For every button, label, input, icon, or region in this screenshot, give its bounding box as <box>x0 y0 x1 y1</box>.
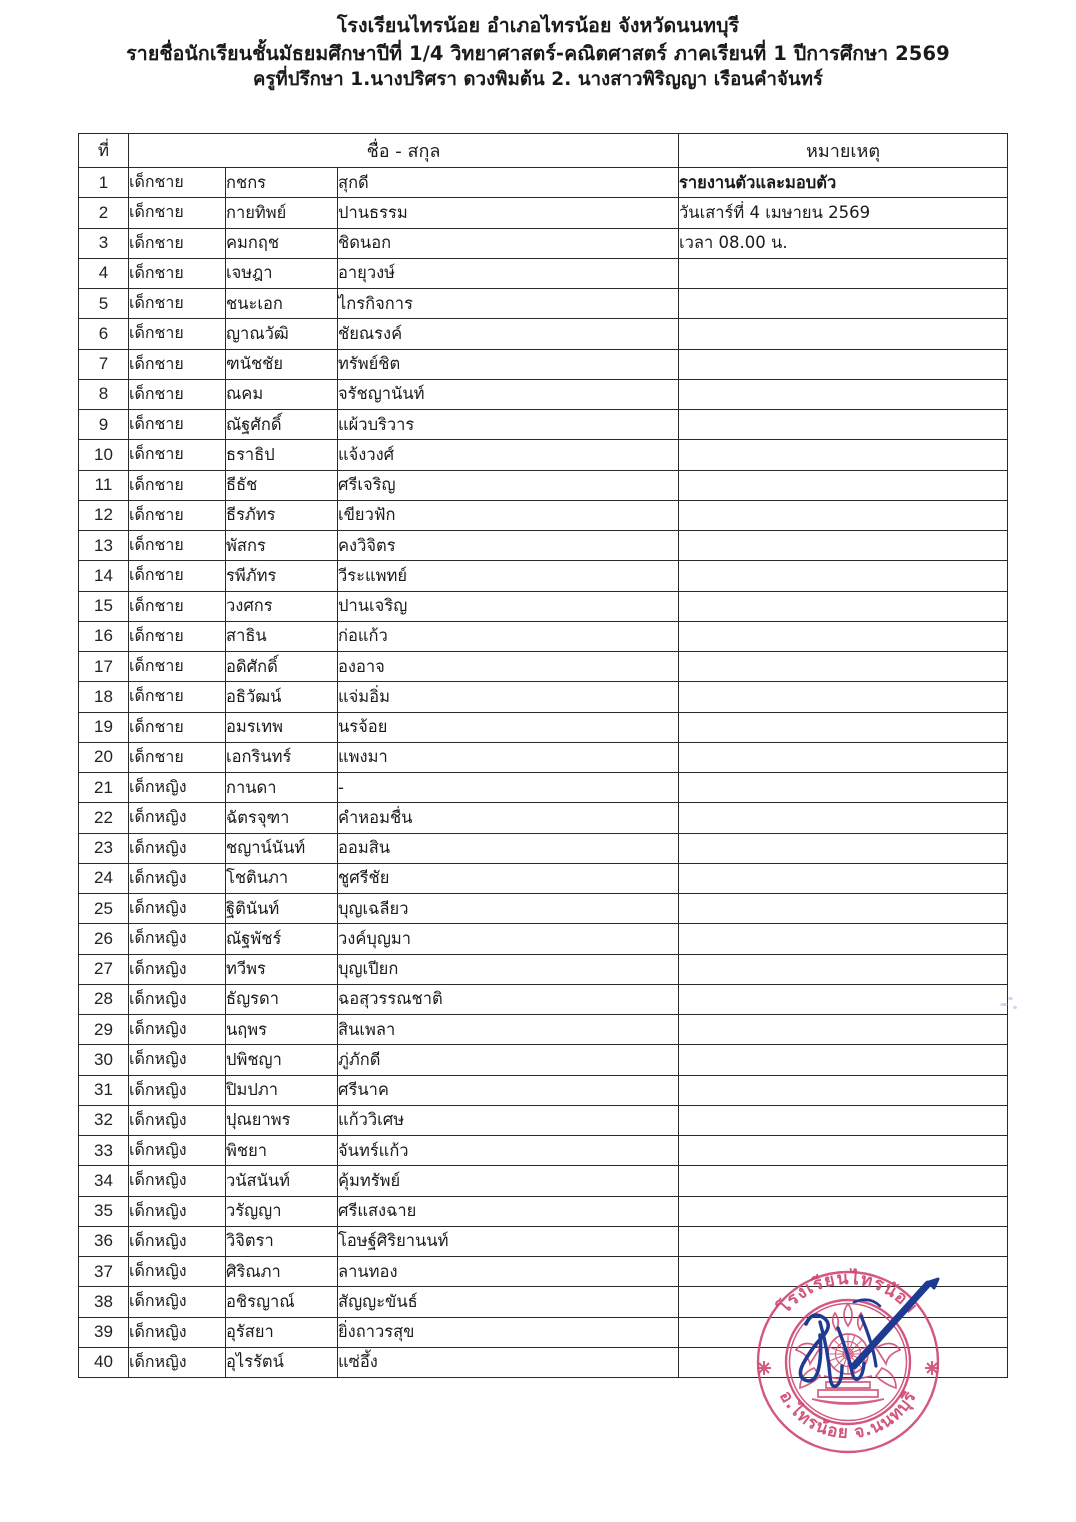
remark-cell <box>679 1317 1008 1347</box>
remark-cell <box>679 1015 1008 1045</box>
student-surname-cell: คงวิจิตร <box>338 531 679 561</box>
student-given-name-cell: อดิศักดิ์ <box>226 652 338 682</box>
table-row <box>79 1136 1008 1166</box>
table-row <box>79 924 1008 954</box>
student-title-cell: เด็กหญิง <box>129 1015 226 1045</box>
row-number-cell: 16 <box>79 621 129 651</box>
student-given-name-cell: ณคม <box>226 379 338 409</box>
student-title-cell: เด็กหญิง <box>129 833 226 863</box>
student-surname-cell: ศรีนาค <box>338 1075 679 1105</box>
table-row <box>79 652 1008 682</box>
row-number-cell: 2 <box>79 198 129 228</box>
student-surname-cell: ออมสิน <box>338 833 679 863</box>
remark-cell <box>679 954 1008 984</box>
row-number-cell: 22 <box>79 803 129 833</box>
remark-cell <box>679 591 1008 621</box>
student-title-cell: เด็กหญิง <box>129 1166 226 1196</box>
row-number-cell: 4 <box>79 258 129 288</box>
table-row <box>79 894 1008 924</box>
remark-cell: รายงานตัวและมอบตัว <box>679 168 1008 198</box>
student-given-name-cell: ทวีพร <box>226 954 338 984</box>
remark-cell <box>679 833 1008 863</box>
student-surname-cell: - <box>338 773 679 803</box>
remark-cell <box>679 349 1008 379</box>
student-title-cell: เด็กชาย <box>129 228 226 258</box>
student-given-name-cell: พิชยา <box>226 1136 338 1166</box>
student-title-cell: เด็กหญิง <box>129 984 226 1014</box>
column-header-number: ที่ <box>79 134 129 168</box>
table-row <box>79 349 1008 379</box>
remark-cell <box>679 682 1008 712</box>
student-surname-cell: ฉอสุวรรณชาติ <box>338 984 679 1014</box>
scan-artifact-speck <box>1008 997 1013 1000</box>
student-title-cell: เด็กชาย <box>129 591 226 621</box>
student-title-cell: เด็กหญิง <box>129 863 226 893</box>
student-title-cell: เด็กชาย <box>129 440 226 470</box>
row-number-cell: 34 <box>79 1166 129 1196</box>
student-given-name-cell: วงศกร <box>226 591 338 621</box>
student-given-name-cell: ปุณยาพร <box>226 1105 338 1135</box>
student-title-cell: เด็กหญิง <box>129 1075 226 1105</box>
table-row <box>79 742 1008 772</box>
student-title-cell: เด็กชาย <box>129 470 226 500</box>
row-number-cell: 40 <box>79 1347 129 1377</box>
column-header-remark: หมายเหตุ <box>679 134 1008 168</box>
remark-cell <box>679 319 1008 349</box>
table-row <box>79 500 1008 530</box>
row-number-cell: 24 <box>79 863 129 893</box>
student-given-name-cell: ฐิตินันท์ <box>226 894 338 924</box>
remark-cell <box>679 1287 1008 1317</box>
seal-bottom-arc-text: อ.ไทรน้อย จ.นนทบุรี <box>775 1387 921 1444</box>
student-title-cell: เด็กชาย <box>129 500 226 530</box>
roster-table-container <box>78 133 1007 1378</box>
remark-cell <box>679 773 1008 803</box>
remark-cell <box>679 410 1008 440</box>
table-row <box>79 803 1008 833</box>
student-title-cell: เด็กหญิง <box>129 1196 226 1226</box>
table-row <box>79 1257 1008 1287</box>
remark-cell <box>679 712 1008 742</box>
table-row <box>79 682 1008 712</box>
student-title-cell: เด็กหญิง <box>129 894 226 924</box>
row-number-cell: 12 <box>79 500 129 530</box>
row-number-cell: 21 <box>79 773 129 803</box>
table-row <box>79 773 1008 803</box>
student-title-cell: เด็กหญิง <box>129 1257 226 1287</box>
row-number-cell: 1 <box>79 168 129 198</box>
table-row <box>79 954 1008 984</box>
seal-top-arc-text: โรงเรียนไทรน้อย <box>774 1268 922 1318</box>
row-number-cell: 29 <box>79 1015 129 1045</box>
student-title-cell: เด็กหญิง <box>129 1105 226 1135</box>
student-given-name-cell: ธัญรดา <box>226 984 338 1014</box>
row-number-cell: 23 <box>79 833 129 863</box>
student-title-cell: เด็กชาย <box>129 379 226 409</box>
column-header-name: ชื่อ - สกุล <box>129 134 679 168</box>
student-surname-cell: สุกดี <box>338 168 679 198</box>
table-row <box>79 1347 1008 1377</box>
student-title-cell: เด็กหญิง <box>129 1045 226 1075</box>
student-surname-cell: ภู่ภักดี <box>338 1045 679 1075</box>
student-given-name-cell: อชิรญาณ์ <box>226 1287 338 1317</box>
table-row <box>79 984 1008 1014</box>
student-given-name-cell: รพีภัทร <box>226 561 338 591</box>
student-surname-cell: แผ้วบริวาร <box>338 410 679 440</box>
student-surname-cell: โอษฐ์ศิริยานนท์ <box>338 1226 679 1256</box>
student-given-name-cell: ญาณวัฒิ <box>226 319 338 349</box>
student-title-cell: เด็กหญิง <box>129 954 226 984</box>
table-row <box>79 379 1008 409</box>
table-row <box>79 591 1008 621</box>
student-title-cell: เด็กชาย <box>129 682 226 712</box>
table-row <box>79 410 1008 440</box>
student-title-cell: เด็กชาย <box>129 349 226 379</box>
student-title-cell: เด็กชาย <box>129 258 226 288</box>
remark-cell <box>679 1257 1008 1287</box>
row-number-cell: 8 <box>79 379 129 409</box>
student-surname-cell: แซ่อึ้ง <box>338 1347 679 1377</box>
student-given-name-cell: โชตินภา <box>226 863 338 893</box>
advisor-teachers-line: ครูที่ปรึกษา 1.นางปริศรา ดวงพิมต้น 2. นางสาวพิริญญา เรือนคำจันทร์ <box>252 69 824 91</box>
row-number-cell: 38 <box>79 1287 129 1317</box>
student-surname-cell: นรจ้อย <box>338 712 679 742</box>
student-title-cell: เด็กชาย <box>129 319 226 349</box>
row-number-cell: 32 <box>79 1105 129 1135</box>
student-title-cell: เด็กหญิง <box>129 1317 226 1347</box>
student-given-name-cell: กายทิพย์ <box>226 198 338 228</box>
table-row <box>79 1317 1008 1347</box>
row-number-cell: 15 <box>79 591 129 621</box>
student-title-cell: เด็กชาย <box>129 742 226 772</box>
student-surname-cell: วีระแพทย์ <box>338 561 679 591</box>
remark-cell <box>679 1075 1008 1105</box>
student-surname-cell: คุ้มทรัพย์ <box>338 1166 679 1196</box>
row-number-cell: 5 <box>79 289 129 319</box>
table-row <box>79 1015 1008 1045</box>
remark-cell <box>679 924 1008 954</box>
student-surname-cell: แพงมา <box>338 742 679 772</box>
student-given-name-cell: สาธิน <box>226 621 338 651</box>
row-number-cell: 6 <box>79 319 129 349</box>
student-title-cell: เด็กหญิง <box>129 1226 226 1256</box>
student-title-cell: เด็กชาย <box>129 410 226 440</box>
student-given-name-cell: ชนะเอก <box>226 289 338 319</box>
row-number-cell: 28 <box>79 984 129 1014</box>
student-title-cell: เด็กชาย <box>129 289 226 319</box>
student-surname-cell: สินเพลา <box>338 1015 679 1045</box>
svg-text:อ.ไทรน้อย จ.นนทบุรี <box>775 1387 921 1443</box>
student-given-name-cell: ฉัตรจุฑา <box>226 803 338 833</box>
student-surname-cell: ลานทอง <box>338 1257 679 1287</box>
row-number-cell: 9 <box>79 410 129 440</box>
remark-cell <box>679 289 1008 319</box>
table-row <box>79 228 1008 258</box>
student-surname-cell: ก่อแก้ว <box>338 621 679 651</box>
class-roster-title: รายชื่อนักเรียนชั้นมัธยมศึกษาปีที่ 1/4 วิทยาศาสตร์-คณิตศาสตร์ ภาคเรียนที่ 1 ปีการศึกษา 2569 <box>126 41 950 65</box>
row-number-cell: 11 <box>79 470 129 500</box>
student-title-cell: เด็กหญิง <box>129 773 226 803</box>
student-surname-cell: แจ้งวงศ์ <box>338 440 679 470</box>
student-surname-cell: จรัชญานันท์ <box>338 379 679 409</box>
row-number-cell: 30 <box>79 1045 129 1075</box>
remark-cell: เวลา 08.00 น. <box>679 228 1008 258</box>
student-surname-cell: ศรีเจริญ <box>338 470 679 500</box>
student-given-name-cell: ฑนัชชัย <box>226 349 338 379</box>
student-given-name-cell: ศิริณภา <box>226 1257 338 1287</box>
student-surname-cell: บุญเฉลียว <box>338 894 679 924</box>
student-surname-cell: ชิดนอก <box>338 228 679 258</box>
table-row <box>79 1226 1008 1256</box>
student-given-name-cell: อุรัสยา <box>226 1317 338 1347</box>
table-row <box>79 319 1008 349</box>
table-row <box>79 198 1008 228</box>
student-surname-cell: ไกรกิจการ <box>338 289 679 319</box>
student-title-cell: เด็กหญิง <box>129 803 226 833</box>
row-number-cell: 33 <box>79 1136 129 1166</box>
student-surname-cell: ศรีแสงฉาย <box>338 1196 679 1226</box>
remark-cell <box>679 1347 1008 1377</box>
student-surname-cell: คำหอมชื่น <box>338 803 679 833</box>
row-number-cell: 31 <box>79 1075 129 1105</box>
table-row <box>79 1287 1008 1317</box>
table-row <box>79 561 1008 591</box>
remark-cell <box>679 379 1008 409</box>
remark-cell <box>679 258 1008 288</box>
table-row <box>79 1045 1008 1075</box>
remark-cell <box>679 621 1008 651</box>
table-row <box>79 258 1008 288</box>
remark-cell <box>679 1105 1008 1135</box>
remark-cell <box>679 470 1008 500</box>
school-name-line: โรงเรียนไทรน้อย อำเภอไทรน้อย จังหวัดนนทบุรี <box>336 14 740 37</box>
table-row <box>79 289 1008 319</box>
student-surname-cell: ยิ่งถาวรสุข <box>338 1317 679 1347</box>
table-row <box>79 531 1008 561</box>
table-row <box>79 168 1008 198</box>
table-row <box>79 1166 1008 1196</box>
remark-cell: วันเสาร์ที่ 4 เมษายน 2569 <box>679 198 1008 228</box>
scan-artifact-speck <box>1000 1003 1008 1006</box>
student-given-name-cell: ณัฐศักดิ์ <box>226 410 338 440</box>
student-surname-cell: ชัยณรงค์ <box>338 319 679 349</box>
table-row <box>79 1105 1008 1135</box>
student-given-name-cell: ณัฐพัชร์ <box>226 924 338 954</box>
remark-cell <box>679 1196 1008 1226</box>
student-given-name-cell: ปิมปภา <box>226 1075 338 1105</box>
row-number-cell: 13 <box>79 531 129 561</box>
row-number-cell: 39 <box>79 1317 129 1347</box>
student-surname-cell: สัญญะขันธ์ <box>338 1287 679 1317</box>
remark-cell <box>679 561 1008 591</box>
student-surname-cell: แจ่มอิ่ม <box>338 682 679 712</box>
remark-cell <box>679 440 1008 470</box>
student-given-name-cell: เจษฎา <box>226 258 338 288</box>
table-body <box>79 168 1008 1378</box>
row-number-cell: 26 <box>79 924 129 954</box>
remark-cell <box>679 1045 1008 1075</box>
student-given-name-cell: ปพิชญา <box>226 1045 338 1075</box>
student-surname-cell: บุญเปียก <box>338 954 679 984</box>
student-surname-cell: ปานเจริญ <box>338 591 679 621</box>
remark-cell <box>679 742 1008 772</box>
student-surname-cell: วงค์บุญมา <box>338 924 679 954</box>
student-given-name-cell: เอกรินทร์ <box>226 742 338 772</box>
student-roster-table <box>78 133 1008 1378</box>
student-title-cell: เด็กชาย <box>129 168 226 198</box>
row-number-cell: 27 <box>79 954 129 984</box>
remark-cell <box>679 1166 1008 1196</box>
student-given-name-cell: อธิวัฒน์ <box>226 682 338 712</box>
remark-cell <box>679 500 1008 530</box>
row-number-cell: 10 <box>79 440 129 470</box>
student-surname-cell: เขียวฟัก <box>338 500 679 530</box>
row-number-cell: 14 <box>79 561 129 591</box>
remark-cell <box>679 531 1008 561</box>
row-number-cell: 20 <box>79 742 129 772</box>
student-given-name-cell: วรัญญา <box>226 1196 338 1226</box>
student-given-name-cell: พัสกร <box>226 531 338 561</box>
row-number-cell: 35 <box>79 1196 129 1226</box>
remark-cell <box>679 1136 1008 1166</box>
remark-cell <box>679 984 1008 1014</box>
student-given-name-cell: ธีธัช <box>226 470 338 500</box>
row-number-cell: 7 <box>79 349 129 379</box>
table-row <box>79 621 1008 651</box>
student-surname-cell: อายุวงษ์ <box>338 258 679 288</box>
student-title-cell: เด็กชาย <box>129 198 226 228</box>
student-given-name-cell: อุไรรัตน์ <box>226 1347 338 1377</box>
table-row <box>79 712 1008 742</box>
table-row <box>79 1075 1008 1105</box>
row-number-cell: 25 <box>79 894 129 924</box>
student-given-name-cell: กชกร <box>226 168 338 198</box>
student-given-name-cell: วนัสนันท์ <box>226 1166 338 1196</box>
row-number-cell: 17 <box>79 652 129 682</box>
student-given-name-cell: อมรเทพ <box>226 712 338 742</box>
student-title-cell: เด็กหญิง <box>129 1136 226 1166</box>
scan-artifact-speck <box>1013 1006 1017 1009</box>
student-given-name-cell: ชญาน์นันท์ <box>226 833 338 863</box>
table-row <box>79 440 1008 470</box>
table-row <box>79 470 1008 500</box>
student-surname-cell: ชูศรีชัย <box>338 863 679 893</box>
student-surname-cell: ปานธรรม <box>338 198 679 228</box>
student-given-name-cell: วิจิตรา <box>226 1226 338 1256</box>
student-surname-cell: แก้ววิเศษ <box>338 1105 679 1135</box>
row-number-cell: 3 <box>79 228 129 258</box>
student-surname-cell: องอาจ <box>338 652 679 682</box>
table-head <box>79 134 1008 168</box>
student-title-cell: เด็กหญิง <box>129 1347 226 1377</box>
table-row <box>79 1196 1008 1226</box>
row-number-cell: 18 <box>79 682 129 712</box>
table-row <box>79 863 1008 893</box>
student-given-name-cell: นฤพร <box>226 1015 338 1045</box>
remark-cell <box>679 894 1008 924</box>
remark-cell <box>679 652 1008 682</box>
remark-cell <box>679 1226 1008 1256</box>
student-given-name-cell: คมกฤช <box>226 228 338 258</box>
student-given-name-cell: ธีรภัทร <box>226 500 338 530</box>
row-number-cell: 37 <box>79 1257 129 1287</box>
student-title-cell: เด็กหญิง <box>129 1287 226 1317</box>
student-title-cell: เด็กชาย <box>129 712 226 742</box>
remark-cell <box>679 863 1008 893</box>
table-header-row <box>79 134 1008 168</box>
student-surname-cell: ทรัพย์ชิต <box>338 349 679 379</box>
student-title-cell: เด็กชาย <box>129 652 226 682</box>
row-number-cell: 19 <box>79 712 129 742</box>
remark-cell <box>679 803 1008 833</box>
student-title-cell: เด็กหญิง <box>129 924 226 954</box>
student-title-cell: เด็กชาย <box>129 621 226 651</box>
student-title-cell: เด็กชาย <box>129 561 226 591</box>
row-number-cell: 36 <box>79 1226 129 1256</box>
student-title-cell: เด็กชาย <box>129 531 226 561</box>
table-row <box>79 833 1008 863</box>
student-given-name-cell: กานดา <box>226 773 338 803</box>
student-surname-cell: จันทร์แก้ว <box>338 1136 679 1166</box>
student-given-name-cell: ธราธิป <box>226 440 338 470</box>
document-header <box>0 12 1076 94</box>
